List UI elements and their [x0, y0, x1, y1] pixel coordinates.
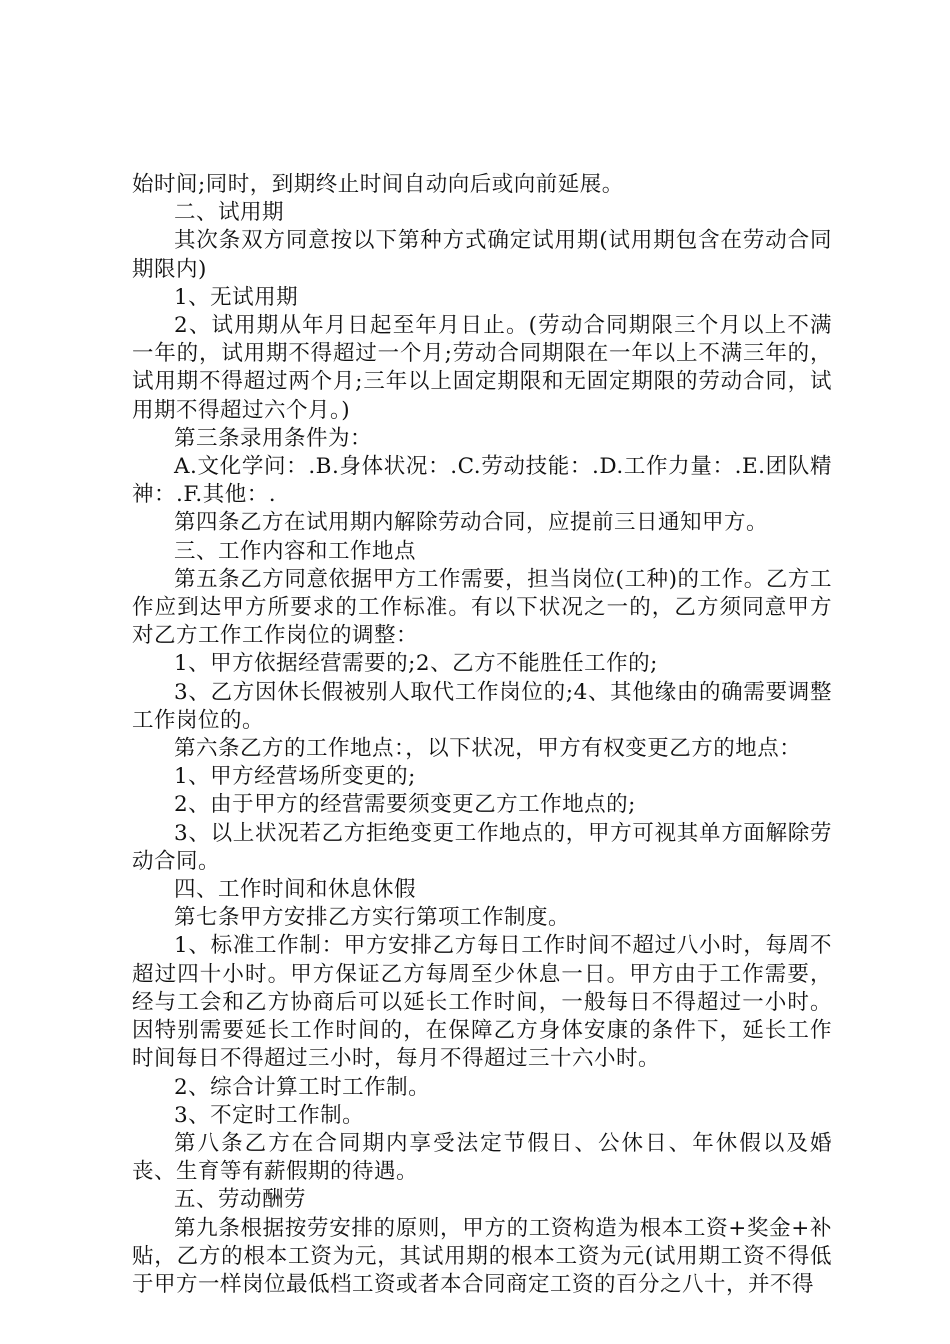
list-item: 2、试用期从年月日起至年月日止。(劳动合同期限三个月以上不满一年的，试用期不得超过一个月;劳动合同期限在一年以上不满三年的，试用期不得超过两个月;三年以上固定期限和无固定期限的劳动合同，试用期不得超过六个月。) [132, 313, 832, 423]
section-heading: 五、劳动酬劳 [174, 1187, 307, 1213]
list-item: 1、甲方经营场所变更的; [174, 764, 416, 790]
paragraph: 第七条甲方安排乙方实行第项工作制度。 [174, 905, 571, 931]
paragraph: 其次条双方同意按以下第种方式确定试用期(试用期包含在劳动合同期限内) [132, 228, 832, 282]
list-item: 2、由于甲方的经营需要须变更乙方工作地点的; [174, 792, 636, 818]
document-body [132, 171, 832, 1299]
paragraph: 第九条根据按劳安排的原则，甲方的工资构造为根本工资+奖金+补贴，乙方的根本工资为元，其试用期的根本工资为元(试用期工资不得低于甲方一样岗位最低档工资或者本合同商定工资的百分之八十，并不得 [132, 1215, 832, 1297]
paragraph: 第五条乙方同意依据甲方工作需要，担当岗位(工种)的工作。乙方工作应到达甲方所要求的工作标准。有以下状况之一的，乙方须同意甲方对乙方工作工作岗位的调整： [132, 566, 832, 649]
paragraph: 第六条乙方的工作地点：，以下状况，甲方有权变更乙方的地点： [174, 736, 802, 762]
section-heading: 二、试用期 [174, 200, 285, 226]
list-item: 3、乙方因休长假被别人取代工作岗位的;4、其他缘由的确需要调整工作岗位的。 [132, 679, 832, 733]
list-item: 1、甲方依据经营需要的;2、乙方不能胜任工作的; [174, 651, 658, 677]
paragraph: A.文化学问：.B.身体状况：.C.劳动技能：.D.工作力量：.E.团队精神：.F.其他：. [132, 454, 832, 508]
paragraph: 始时间;同时，到期终止时间自动向后或向前延展。 [132, 172, 624, 197]
list-item: 1、无试用期 [174, 284, 299, 310]
paragraph: 第八条乙方在合同期内享受法定节假日、公休日、年休假以及婚丧、生育等有薪假期的待遇。 [132, 1130, 832, 1185]
list-item: 3、不定时工作制。 [174, 1102, 365, 1128]
paragraph: 第四条乙方在试用期内解除劳动合同，应提前三日通知甲方。 [174, 510, 769, 536]
list-item: 1、标准工作制：甲方安排乙方每日工作时间不超过八小时，每周不超过四十小时。甲方保证乙方每周至少休息一日。甲方由于工作需要，经与工会和乙方协商后可以延长工作时间，一般每日不得超过一小时。因特别需要延长工作时间的，在保障乙方身体安康的条件下，延长工作时间每日不得超过三小时，每月不得超过三十六小时。 [132, 933, 832, 1072]
section-heading: 四、工作时间和休息休假 [174, 877, 417, 903]
list-item: 3、以上状况若乙方拒绝变更工作地点的，甲方可视其单方面解除劳动合同。 [132, 820, 832, 874]
section-heading: 三、工作内容和工作地点 [174, 538, 417, 564]
paragraph: 第三条录用条件为： [174, 425, 373, 451]
list-item: 2、综合计算工时工作制。 [174, 1074, 431, 1100]
